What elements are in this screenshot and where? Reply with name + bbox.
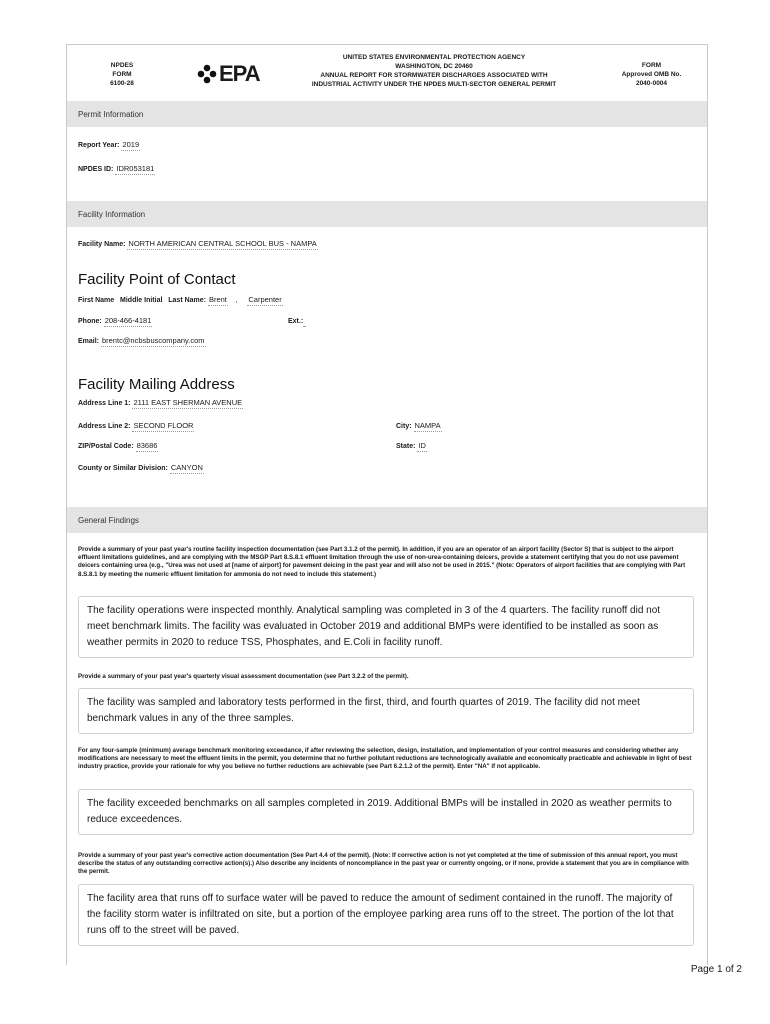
form-line-1: NPDES: [110, 62, 134, 69]
omb-line-2: Approved OMB No.: [621, 71, 682, 78]
last-name-label: Last Name:: [168, 297, 206, 304]
omb-approval: [609, 61, 694, 88]
mailing-heading: Facility Mailing Address: [78, 376, 235, 393]
first-name-label: First Name: [78, 297, 115, 304]
agency-line-4: INDUSTRIAL ACTIVITY UNDER THE NPDES MULTI-SECTOR GENERAL PERMIT: [311, 81, 557, 88]
report-page: [66, 44, 708, 965]
form-line-2: FORM: [112, 71, 132, 78]
report-year-label: Report Year:: [78, 142, 120, 149]
zip-value: 83686: [136, 441, 158, 450]
contact-name-field: [78, 295, 283, 304]
phone-field: [78, 316, 152, 325]
form-number: [87, 61, 157, 88]
address1-field: [78, 398, 243, 407]
npdes-id-field: [78, 164, 155, 173]
city-field: [396, 421, 442, 430]
email-value: brentc@ncbsbuscompany.com: [101, 336, 205, 345]
permit-section-bar: [67, 101, 707, 127]
email-field: [78, 336, 206, 345]
epa-logo: [197, 61, 260, 87]
address2-field: [78, 421, 194, 430]
agency-line-3: ANNUAL REPORT FOR STORMWATER DISCHARGES ASSOCIATED WITH: [320, 72, 548, 79]
county-field: [78, 463, 204, 472]
omb-line-1: FORM: [641, 62, 662, 69]
last-name-value: Carpenter: [248, 295, 282, 304]
inspection-answer: The facility operations were inspected monthly. Analytical sampling was completed in 3 of the 4 quarters. The facility runoff did not meet benchmark limits. The facility was evaluated in October 2019 and additional BMPs were identified to be installed as soon as weather permits in 2020 to reduce TSS, Phosphates, and E.Coli in facility runoff.: [78, 596, 694, 658]
page-number: Page 1 of 2: [690, 964, 742, 975]
phone-value: 208-466-4181: [104, 316, 152, 325]
visual-assessment-question: Provide a summary of your past year's quarterly visual assessment documentation (see Part 3.2.2 of the permit).: [78, 673, 409, 680]
county-label: County or Similar Division:: [78, 465, 168, 472]
findings-section-bar: [67, 507, 707, 533]
middle-initial-label: Middle Initial: [120, 297, 163, 304]
corrective-action-question: Provide a summary of your past year's corrective action documentation (See Part 4.4 of the permit). (Note: If corrective action is not yet completed at the time of submission of this annual report, you must describe the status of any outstanding corrective action(s).) Also describe any incidents of noncompliance in the past year or currently ongoing, or if none, provide a statement that you are in compliance with the permit.: [78, 852, 689, 876]
facility-section-title: Facility Information: [78, 210, 146, 219]
address1-label: Address Line 1:: [78, 400, 131, 407]
facility-name-label: Facility Name:: [78, 241, 126, 248]
benchmark-answer: The facility exceeded benchmarks on all samples completed in 2019. Additional BMPs will be installed in 2020 as weather permits to reduce exceedences.: [78, 789, 694, 835]
agency-title: [299, 53, 569, 89]
report-year-field: [78, 140, 140, 149]
zip-label: ZIP/Postal Code:: [78, 443, 134, 450]
state-field: [396, 441, 427, 450]
form-header: [67, 45, 707, 100]
corrective-action-answer: The facility area that runs off to surface water will be paved to reduce the amount of sediment contained in the runoff. The majority of the facility storm water is infiltrated on site, but a portion of the employee parking area runs off to the street. The portion of the lot that runs off to the street will be paved.: [78, 884, 694, 946]
epa-logo-text: EPA: [219, 61, 260, 86]
city-value: NAMPA: [414, 421, 441, 430]
form-line-3: 6100-28: [110, 80, 134, 87]
contact-heading: Facility Point of Contact: [78, 271, 236, 288]
facility-name-value: NORTH AMERICAN CENTRAL SCHOOL BUS - NAMPA: [128, 239, 317, 248]
omb-line-3: 2040-0004: [635, 80, 668, 87]
report-year-value: 2019: [122, 140, 140, 149]
middle-initial-value: ,: [235, 297, 238, 304]
state-label: State:: [396, 443, 416, 450]
agency-line-1: UNITED STATES ENVIRONMENTAL PROTECTION AGENCY: [342, 54, 526, 61]
ext-field: [288, 316, 305, 325]
benchmark-question: For any four-sample (minimum) average benchmark monitoring exceedance, if after reviewing the selection, design, installation, and implementation of your control measures and considering whether any modifications are necessary to meet the effluent limits in the permit, you determine that no further pollutant reductions are technologically available and economically practicable and achievable in light of best industry practice, provide your rationale for why you believe no further reductions are achievable (see Part 6.2.1.2 of the permit). Enter "NA" if not applicable.: [78, 747, 692, 771]
email-label: Email:: [78, 338, 100, 345]
county-value: CANYON: [170, 463, 203, 472]
visual-assessment-answer: The facility was sampled and laboratory tests performed in the first, third, and fourth quartes of 2019. The facility did not meet benchmark values in any of the three samples.: [78, 688, 694, 734]
epa-flower-icon: [197, 64, 217, 84]
address2-label: Address Line 2:: [78, 423, 131, 430]
findings-section-title: General Findings: [78, 516, 139, 525]
state-value: ID: [418, 441, 426, 450]
agency-line-2: WASHINGTON, DC 20460: [395, 63, 473, 70]
facility-section-bar: [67, 201, 707, 227]
facility-name-field: [78, 239, 318, 248]
city-label: City:: [396, 423, 412, 430]
npdes-id-label: NPDES ID:: [78, 166, 114, 173]
address1-value: 2111 EAST SHERMAN AVENUE: [133, 398, 243, 407]
npdes-id-value: IDR053181: [116, 164, 155, 173]
ext-value: [303, 316, 305, 327]
inspection-question: Provide a summary of your past year's routine facility inspection documentation (see Part 3.1.2 of the permit). In addition, if you are an operator of an airport facility (Sector S) that is subject to the airport effluent limitations guidelines, and are complying with the MSGP Part 8.S.8.1 effluent limitation through the use of non-urea-containing deicers, provide a statement certifying that you do not use pavement deicers containing urea (e.g., "Urea was not used at [name of airport] for pavement deicing in the past year and will also not be used in 2015." (Note: Operators of airport facilities that are complying with Part 8.S.8.1 by meeting the numeric effluent limitation for ammonia do not need to include this statement.): [78, 546, 686, 578]
phone-label: Phone:: [78, 318, 102, 325]
ext-label: Ext.:: [288, 318, 304, 325]
address2-value: SECOND FLOOR: [133, 421, 194, 430]
first-name-value: Brent: [208, 295, 227, 304]
permit-section-title: Permit Information: [78, 110, 144, 119]
zip-field: [78, 441, 158, 450]
